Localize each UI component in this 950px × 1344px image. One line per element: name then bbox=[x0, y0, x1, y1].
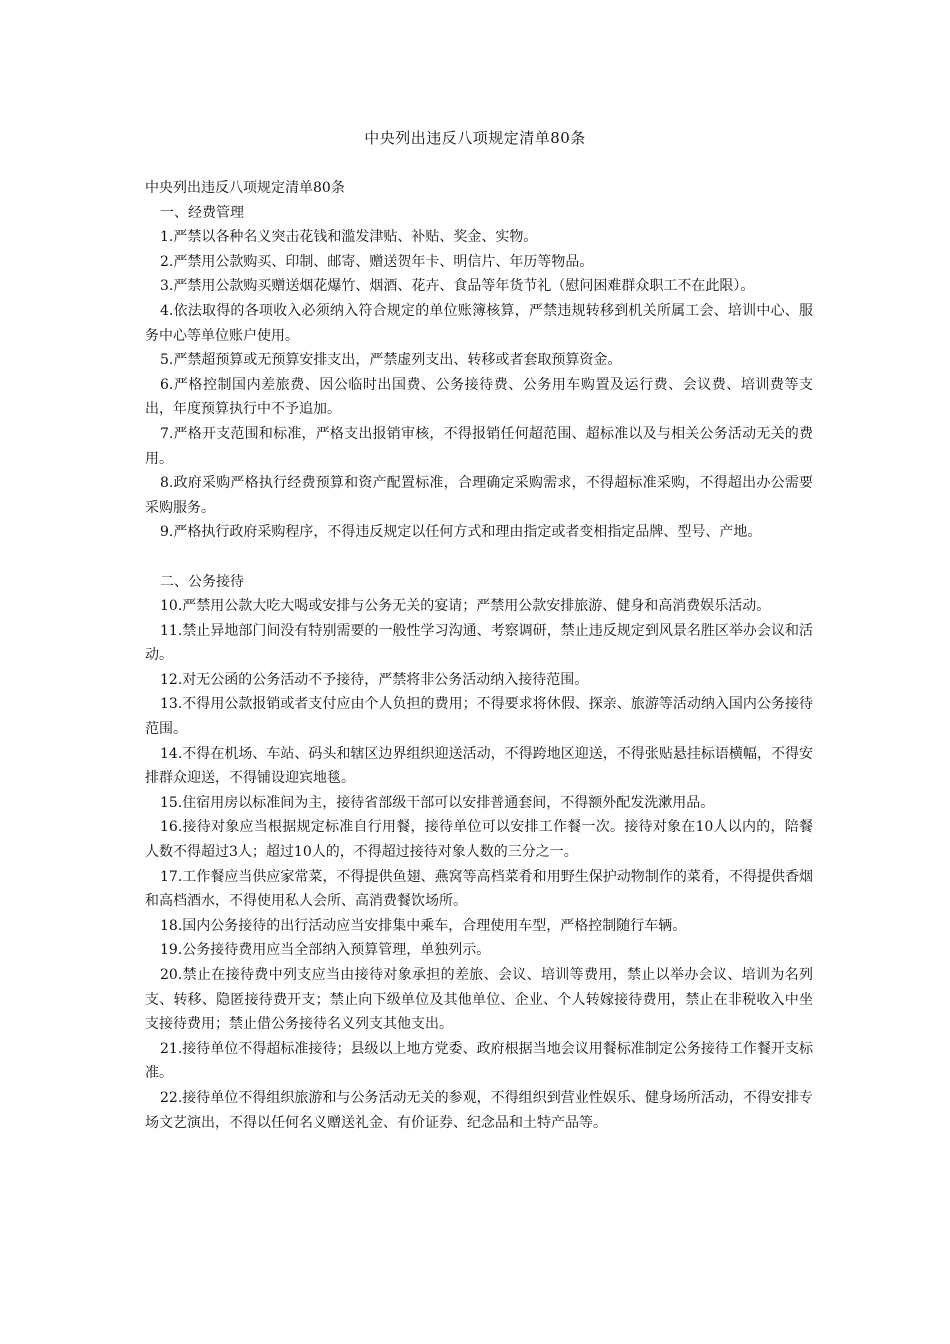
list-item: 13.不得用公款报销或者支付应由个人负担的费用；不得要求将休假、探亲、旅游等活动纳入国内公务接待范围。 bbox=[145, 696, 813, 738]
list-item: 21.接待单位不得超标准接待；县级以上地方党委、政府根据当地会议用餐标准制定公务接待工作餐开支标准。 bbox=[145, 1040, 813, 1082]
list-item: 4.依法取得的各项收入必须纳入符合规定的单位账簿核算，严禁违规转移到机关所属工会、培训中心、服务中心等单位账户使用。 bbox=[145, 302, 813, 344]
section-heading-reception: 二、公务接待 bbox=[160, 573, 244, 590]
list-item: 15.住宿用房以标准间为主，接待省部级干部可以安排普通套间，不得额外配发洗漱用品。 bbox=[160, 794, 715, 811]
document-body bbox=[145, 176, 813, 1135]
list-item: 16.接待对象应当根据规定标准自行用餐，接待单位可以安排工作餐一次。接待对象在10人以内的，陪餐人数不得超过3人；超过10人的，不得超过接待对象人数的三分之一。 bbox=[145, 819, 813, 861]
list-item: 5.严禁超预算或无预算安排支出，严禁虚列支出、转移或者套取预算资金。 bbox=[160, 352, 622, 369]
list-item: 1.严禁以各种名义突击花钱和滥发津贴、补贴、奖金、实物。 bbox=[160, 229, 538, 246]
list-item: 14.不得在机场、车站、码头和辖区边界组织迎送活动，不得跨地区迎送，不得张贴悬挂标语横幅，不得安排群众迎送，不得铺设迎宾地毯。 bbox=[145, 745, 813, 787]
list-item: 2.严禁用公款购买、印制、邮寄、赠送贺年卡、明信片、年历等物品。 bbox=[160, 253, 594, 270]
list-item: 12.对无公函的公务活动不予接待，严禁将非公务活动纳入接待范围。 bbox=[160, 671, 589, 688]
document-subtitle: 中央列出违反八项规定清单80条 bbox=[145, 180, 345, 196]
document-title: 中央列出违反八项规定清单80条 bbox=[364, 129, 586, 147]
list-item: 7.严格开支范围和标准，严格支出报销审核，不得报销任何超范围、超标准以及与相关公务活动无关的费用。 bbox=[145, 425, 813, 467]
list-item: 8.政府采购严格执行经费预算和资产配置标准，合理确定采购需求，不得超标准采购，不得超出办公需要采购服务。 bbox=[145, 475, 813, 516]
list-item: 9.严格执行政府采购程序，不得违反规定以任何方式和理由指定或者变相指定品牌、型号、产地。 bbox=[160, 524, 762, 541]
list-item: 10.严禁用公款大吃大喝或安排与公务无关的宴请；严禁用公款安排旅游、健身和高消费娱乐活动。 bbox=[160, 598, 771, 615]
list-item: 20.禁止在接待费中列支应当由接待对象承担的差旅、会议、培训等费用，禁止以举办会议、培训为名列支、转移、隐匿接待费开支；禁止向下级单位及其他单位、企业、个人转嫁接待费用，禁止在非税收入中坐支接待费用；禁止借公务接待名义列支其他支出。 bbox=[145, 967, 813, 1033]
list-item: 6.严格控制国内差旅费、因公临时出国费、公务接待费、公务用车购置及运行费、会议费、培训费等支出，年度预算执行中不予追加。 bbox=[145, 376, 813, 418]
section-heading-funds: 一、经费管理 bbox=[160, 204, 244, 221]
list-item: 22.接待单位不得组织旅游和与公务活动无关的参观，不得组织到营业性娱乐、健身场所活动，不得安排专场文艺演出，不得以任何名义赠送礼金、有价证券、纪念品和土特产品等。 bbox=[145, 1089, 813, 1131]
list-item: 3.严禁用公款购买赠送烟花爆竹、烟酒、花卉、食品等年货节礼（慰问困难群众职工不在此限）。 bbox=[160, 278, 755, 295]
list-item: 17.工作餐应当供应家常菜，不得提供鱼翅、燕窝等高档菜肴和用野生保护动物制作的菜肴，不得提供香烟和高档酒水，不得使用私人会所、高消费餐饮场所。 bbox=[145, 868, 813, 910]
section-spacer bbox=[145, 545, 813, 570]
list-item: 11.禁止异地部门间没有特别需要的一般性学习沟通、考察调研，禁止违反规定到风景名胜区举办会议和活动。 bbox=[145, 622, 813, 664]
list-item: 18.国内公务接待的出行活动应当安排集中乘车，合理使用车型，严格控制随行车辆。 bbox=[160, 917, 687, 934]
list-item: 19.公务接待费用应当全部纳入预算管理，单独列示。 bbox=[160, 942, 491, 959]
